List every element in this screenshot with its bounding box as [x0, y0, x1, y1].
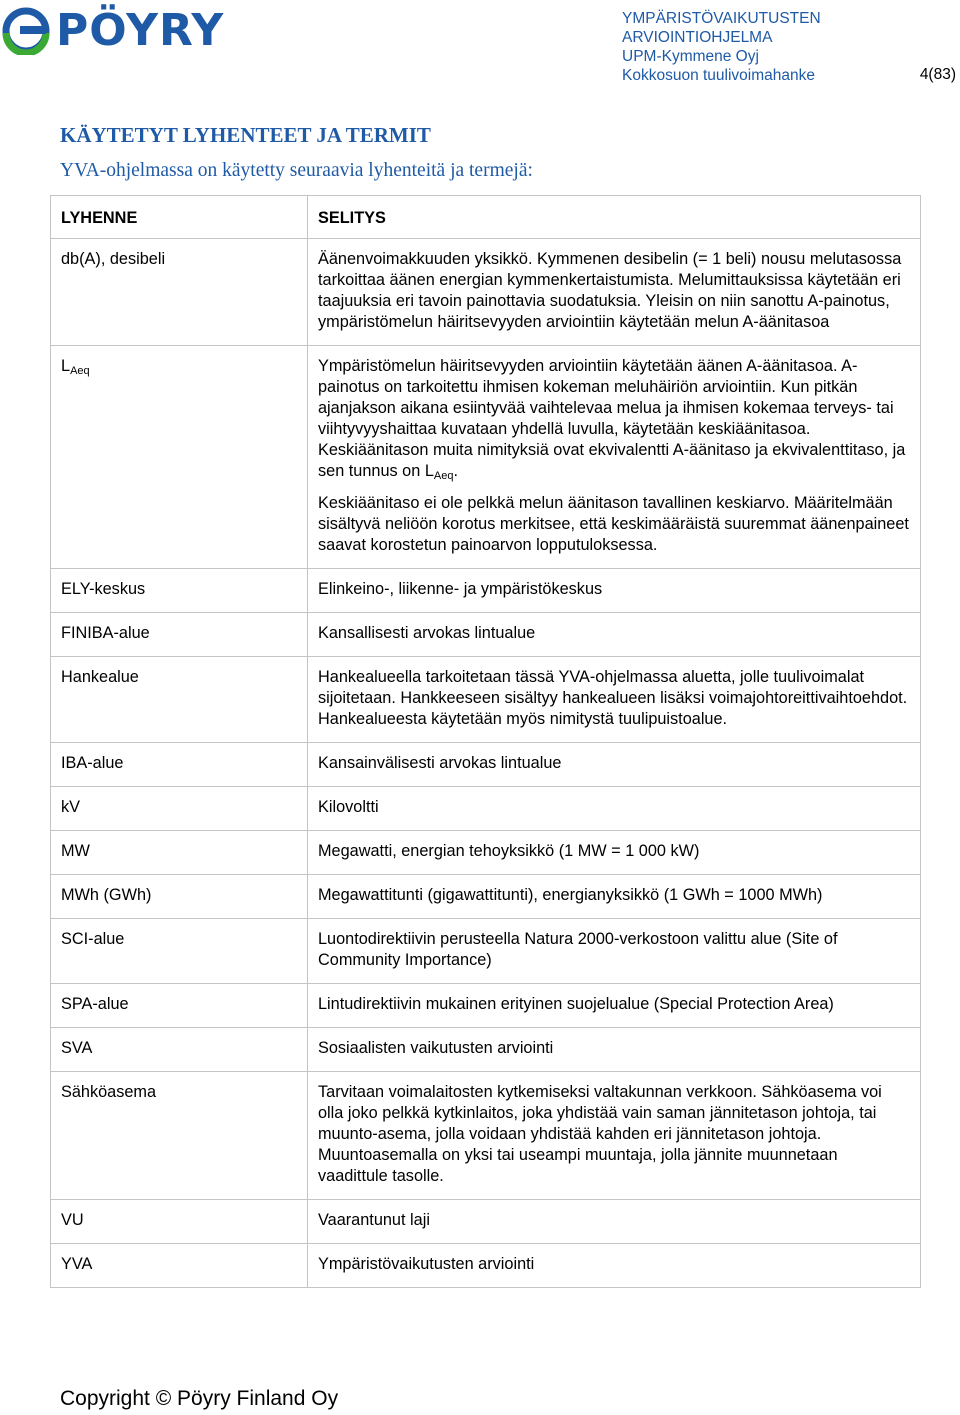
description-text: Megawatti, energian tehoyksikkö (1 MW = 1 000 kW) [318, 842, 700, 860]
column-header-abbreviation: LYHENNE [51, 196, 308, 239]
header-line-4: Kokkosuon tuulivoimahanke [622, 67, 816, 84]
term-cell: FINIBA-alue [51, 613, 308, 657]
term-cell: YVA [51, 1244, 308, 1288]
description-text: Kansainvälisesti arvokas lintualue [318, 754, 562, 772]
description-cell [308, 875, 921, 919]
description-text: Hankealueella tarkoitetaan tässä YVA-ohjelmassa aluetta, jolle tuulivoimalat sijoitetaan. Hankkeeseen sisältyy hankealueen lisäksi voimajohtoreittivaihtoehdot. Hankealueesta käytetään myös nimitystä tuulipuistoalue. [318, 668, 908, 728]
page-number: 4(83) [919, 66, 956, 83]
table-row [51, 875, 921, 919]
term-text: L [61, 357, 71, 375]
table-row [51, 657, 921, 743]
description-text: Elinkeino-, liikenne- ja ympäristökeskus [318, 580, 603, 598]
table-row [51, 613, 921, 657]
description-text-main: Ympäristömelun häiritsevyyden arviointiin käytetään äänen A-äänitasoa. A-painotus on tarkoitettu ihmisen kokeman meluhäiriön arviointiin. Kun pitkän ajanjakson aikana esiintyvää vaihtelevaa melua ja ihmisen kokemaa terveys- tai viihtyvyyshaittaa kuvataan yhdellä luvulla, käytetään keskiäänitasoa. Keskiäänitason muita nimityksiä ovat ekvivalentti A-äänitaso ja ekvivalenttitaso, ja sen tunnus on L [318, 357, 906, 480]
table-row [51, 984, 921, 1028]
term-cell: SCI-alue [51, 919, 308, 984]
table-row [51, 919, 921, 984]
description-cell [308, 743, 921, 787]
term-cell: ELY-keskus [51, 569, 308, 613]
table-header-row [51, 196, 921, 239]
description-cell [308, 613, 921, 657]
term-cell: db(A), desibeli [51, 239, 308, 346]
term-cell: MW [51, 831, 308, 875]
table-row [51, 1200, 921, 1244]
term-cell: kV [51, 787, 308, 831]
column-header-explanation: SELITYS [308, 196, 921, 239]
description-cell [308, 346, 921, 569]
table-row [51, 1072, 921, 1200]
table-row [51, 1244, 921, 1288]
table-row [51, 787, 921, 831]
description-text: Ympäristövaikutusten arviointi [318, 1255, 535, 1273]
header-line-2: ARVIOINTIOHJELMA [622, 29, 773, 46]
table-row [51, 569, 921, 613]
term-subscript: Aeq [70, 365, 90, 377]
abbreviations-table [50, 195, 921, 1288]
description-text: Lintudirektiivin mukainen erityinen suojelualue (Special Protection Area) [318, 995, 834, 1013]
description-cell [308, 569, 921, 613]
description-text: Luontodirektiivin perusteella Natura 2000-verkostoon valittu alue (Site of Community Importance) [318, 930, 838, 969]
header-line-3: UPM-Kymmene Oyj [622, 48, 759, 65]
description-subscript: Aeq [433, 470, 454, 482]
description-cell [308, 919, 921, 984]
term-cell: MWh (GWh) [51, 875, 308, 919]
table-row [51, 239, 921, 346]
description-cell [308, 1028, 921, 1072]
description-text: Kilovoltti [318, 798, 379, 816]
description-text-2: Keskiäänitaso ei ole pelkkä melun äänitason tavallinen keskiarvo. Määritelmään sisältyvä neliöön korotus merkitsee, että keskimääräistä suuremmat äänenpaineet saavat korostetun painoarvon lopputuloksessa. [318, 494, 909, 554]
description-cell [308, 1200, 921, 1244]
description-text: Vaarantunut laji [318, 1211, 430, 1229]
description-text: Kansallisesti arvokas lintualue [318, 624, 536, 642]
table-row [51, 831, 921, 875]
description-cell [308, 1244, 921, 1288]
description-text: Äänenvoimakkuuden yksikkö. Kymmenen desibelin (= 1 beli) nousu melutasossa tarkoittaa äänen energian kymmenkertaistumista. Melumittauksissa käytetään eri taajuuksia eri tavoin painottavia suodatuksia. Yleisin on niin sanottu A-painotus, ympäristömelun häiritsevyyden arviointiin käytetään melun A-äänitasoa [318, 250, 902, 331]
description-cell [308, 984, 921, 1028]
table-row [51, 1028, 921, 1072]
description-cell [308, 787, 921, 831]
term-cell: IBA-alue [51, 743, 308, 787]
term-cell: SVA [51, 1028, 308, 1072]
description-text: Sosiaalisten vaikutusten arviointi [318, 1039, 554, 1057]
term-cell: SPA-alue [51, 984, 308, 1028]
term-cell: Hankealue [51, 657, 308, 743]
logo-wordmark: PÖYRY [56, 5, 225, 56]
copyright-footer: Copyright © Pöyry Finland Oy [60, 1387, 339, 1410]
description-text-end: . [453, 462, 458, 480]
term-cell [51, 346, 308, 569]
description-text [318, 356, 910, 482]
description-cell [308, 657, 921, 743]
section-title: KÄYTETYT LYHENTEET JA TERMIT [60, 123, 431, 147]
description-cell [308, 831, 921, 875]
description-cell [308, 1072, 921, 1200]
header-line-1: YMPÄRISTÖVAIKUTUSTEN [622, 10, 821, 27]
document-header-info [622, 9, 821, 85]
description-cell [308, 239, 921, 346]
poyry-logo-mark-icon [2, 7, 50, 55]
table-row [51, 346, 921, 569]
term-cell: VU [51, 1200, 308, 1244]
poyry-logo [2, 6, 224, 56]
description-text: Megawattitunti (gigawattitunti), energianyksikkö (1 GWh = 1000 MWh) [318, 886, 823, 904]
table-row [51, 743, 921, 787]
section-intro: YVA-ohjelmassa on käytetty seuraavia lyhenteitä ja termejä: [60, 160, 533, 181]
description-text: Tarvitaan voimalaitosten kytkemiseksi valtakunnan verkkoon. Sähköasema voi olla joko pelkkä kytkinlaitos, joka yhdistää vain saman jännitetason johtoja, tai muunto-asema, jolla voidaan yhdistää kahden eri jännitetason johtoja. Muuntoasemalla on yksi tai useampi muuntaja, jolla jännite muunnetaan vaadittule tasolle. [318, 1083, 882, 1185]
term-cell: Sähköasema [51, 1072, 308, 1200]
